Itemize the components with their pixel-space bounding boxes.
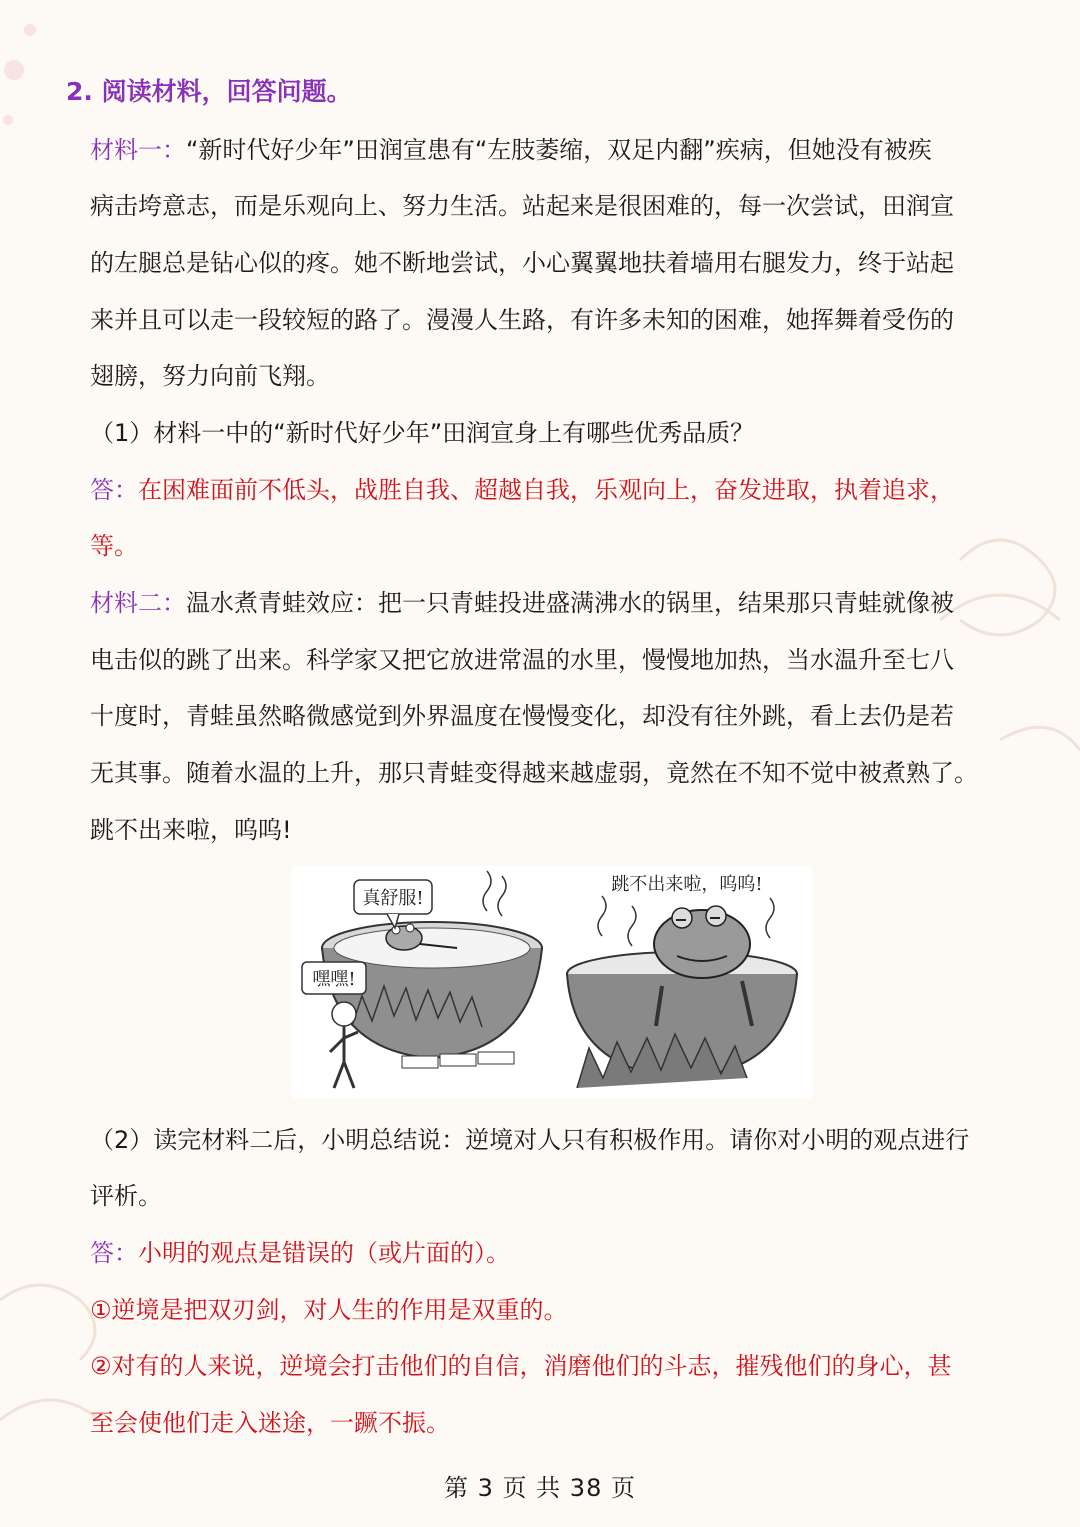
sub2-answer-line-4: 至会使他们走入迷途，一蹶不振。	[90, 1409, 450, 1437]
material1-line-5: 翅膀，努力向前飞翔。	[90, 362, 330, 390]
sub1-answer-label: 答：	[90, 476, 138, 504]
sub1-answer-text-1: 在困难面前不低头，战胜自我、超越自我，乐观向上，奋发进取，执着追求，	[138, 476, 954, 504]
sub2-question-line-2: 评析。	[90, 1182, 162, 1210]
material1-line-4: 来并且可以走一段较短的路了。漫漫人生路，有许多未知的困难，她挥舞着受伤的	[90, 306, 954, 334]
sub2-answer-line-1	[90, 1225, 1020, 1281]
material2-label: 材料二：	[90, 589, 186, 617]
material1-text-1: “新时代好少年”田润宣患有“左肢萎缩，双足内翻”疾病，但她没有被疾	[186, 136, 932, 164]
material2-line-1	[90, 575, 1020, 631]
material2-line-3: 十度时，青蛙虽然略微感觉到外界温度在慢慢变化，却没有往外跳，看上去仍是若	[90, 702, 954, 730]
cartoon-svg	[292, 866, 812, 1098]
sub1-question: （1）材料一中的“新时代好少年”田润宣身上有哪些优秀品质？	[90, 419, 755, 447]
material2-line-4: 无其事。随着水温的上升，那只青蛙变得越来越虚弱，竟然在不知不觉中被煮熟了。	[90, 759, 978, 787]
sub2-question-line-1: （2）读完材料二后，小明总结说：逆境对人只有积极作用。请你对小明的观点进行	[90, 1126, 970, 1154]
material1-line-1	[90, 122, 1020, 178]
sub2-answer-line-2: ①逆境是把双刃剑，对人生的作用是双重的。	[90, 1296, 568, 1324]
material2-line-2: 电击似的跳了出来。科学家又把它放进常温的水里，慢慢地加热，当水温升至七八	[90, 646, 954, 674]
frog-cartoon-illustration	[292, 866, 812, 1098]
page-number: 第 3 页 共 38 页	[444, 1474, 636, 1502]
right-caption: 跳不出来啦，呜呜!	[611, 874, 763, 895]
material1-label: 材料一：	[90, 136, 186, 164]
sub1-answer-line-1	[90, 462, 1020, 518]
bubble-text-comfortable: 真舒服!	[362, 888, 424, 909]
left-pot-scene	[302, 871, 542, 1088]
sub2-answer-label: 答：	[90, 1239, 138, 1267]
material1-line-3: 的左腿总是钻心似的疼。她不断地尝试，小心翼翼地扶着墙用右腿发力，终于站起	[90, 249, 954, 277]
question-title: 2. 阅读材料，回答问题。	[66, 77, 352, 106]
sub2-answer-line-3: ②对有的人来说，逆境会打击他们的自信，消磨他们的斗志，摧残他们的身心，甚	[90, 1352, 952, 1380]
sub2-answer-text-1: 小明的观点是错误的（或片面的）。	[138, 1239, 510, 1267]
material2-text-1: 温水煮青蛙效应：把一只青蛙投进盛满沸水的锅里，结果那只青蛙就像被	[186, 589, 954, 617]
sub1-answer-line-2: 等。	[90, 532, 138, 560]
material1-line-2: 病击垮意志，而是乐观向上、努力生活。站起来是很困难的，每一次尝试，田润宣	[90, 192, 954, 220]
right-pot-scene	[567, 874, 797, 1088]
material2-line-5: 跳不出来啦，呜呜!	[90, 816, 292, 844]
bubble-text-heihei: 嘿嘿!	[312, 969, 356, 990]
